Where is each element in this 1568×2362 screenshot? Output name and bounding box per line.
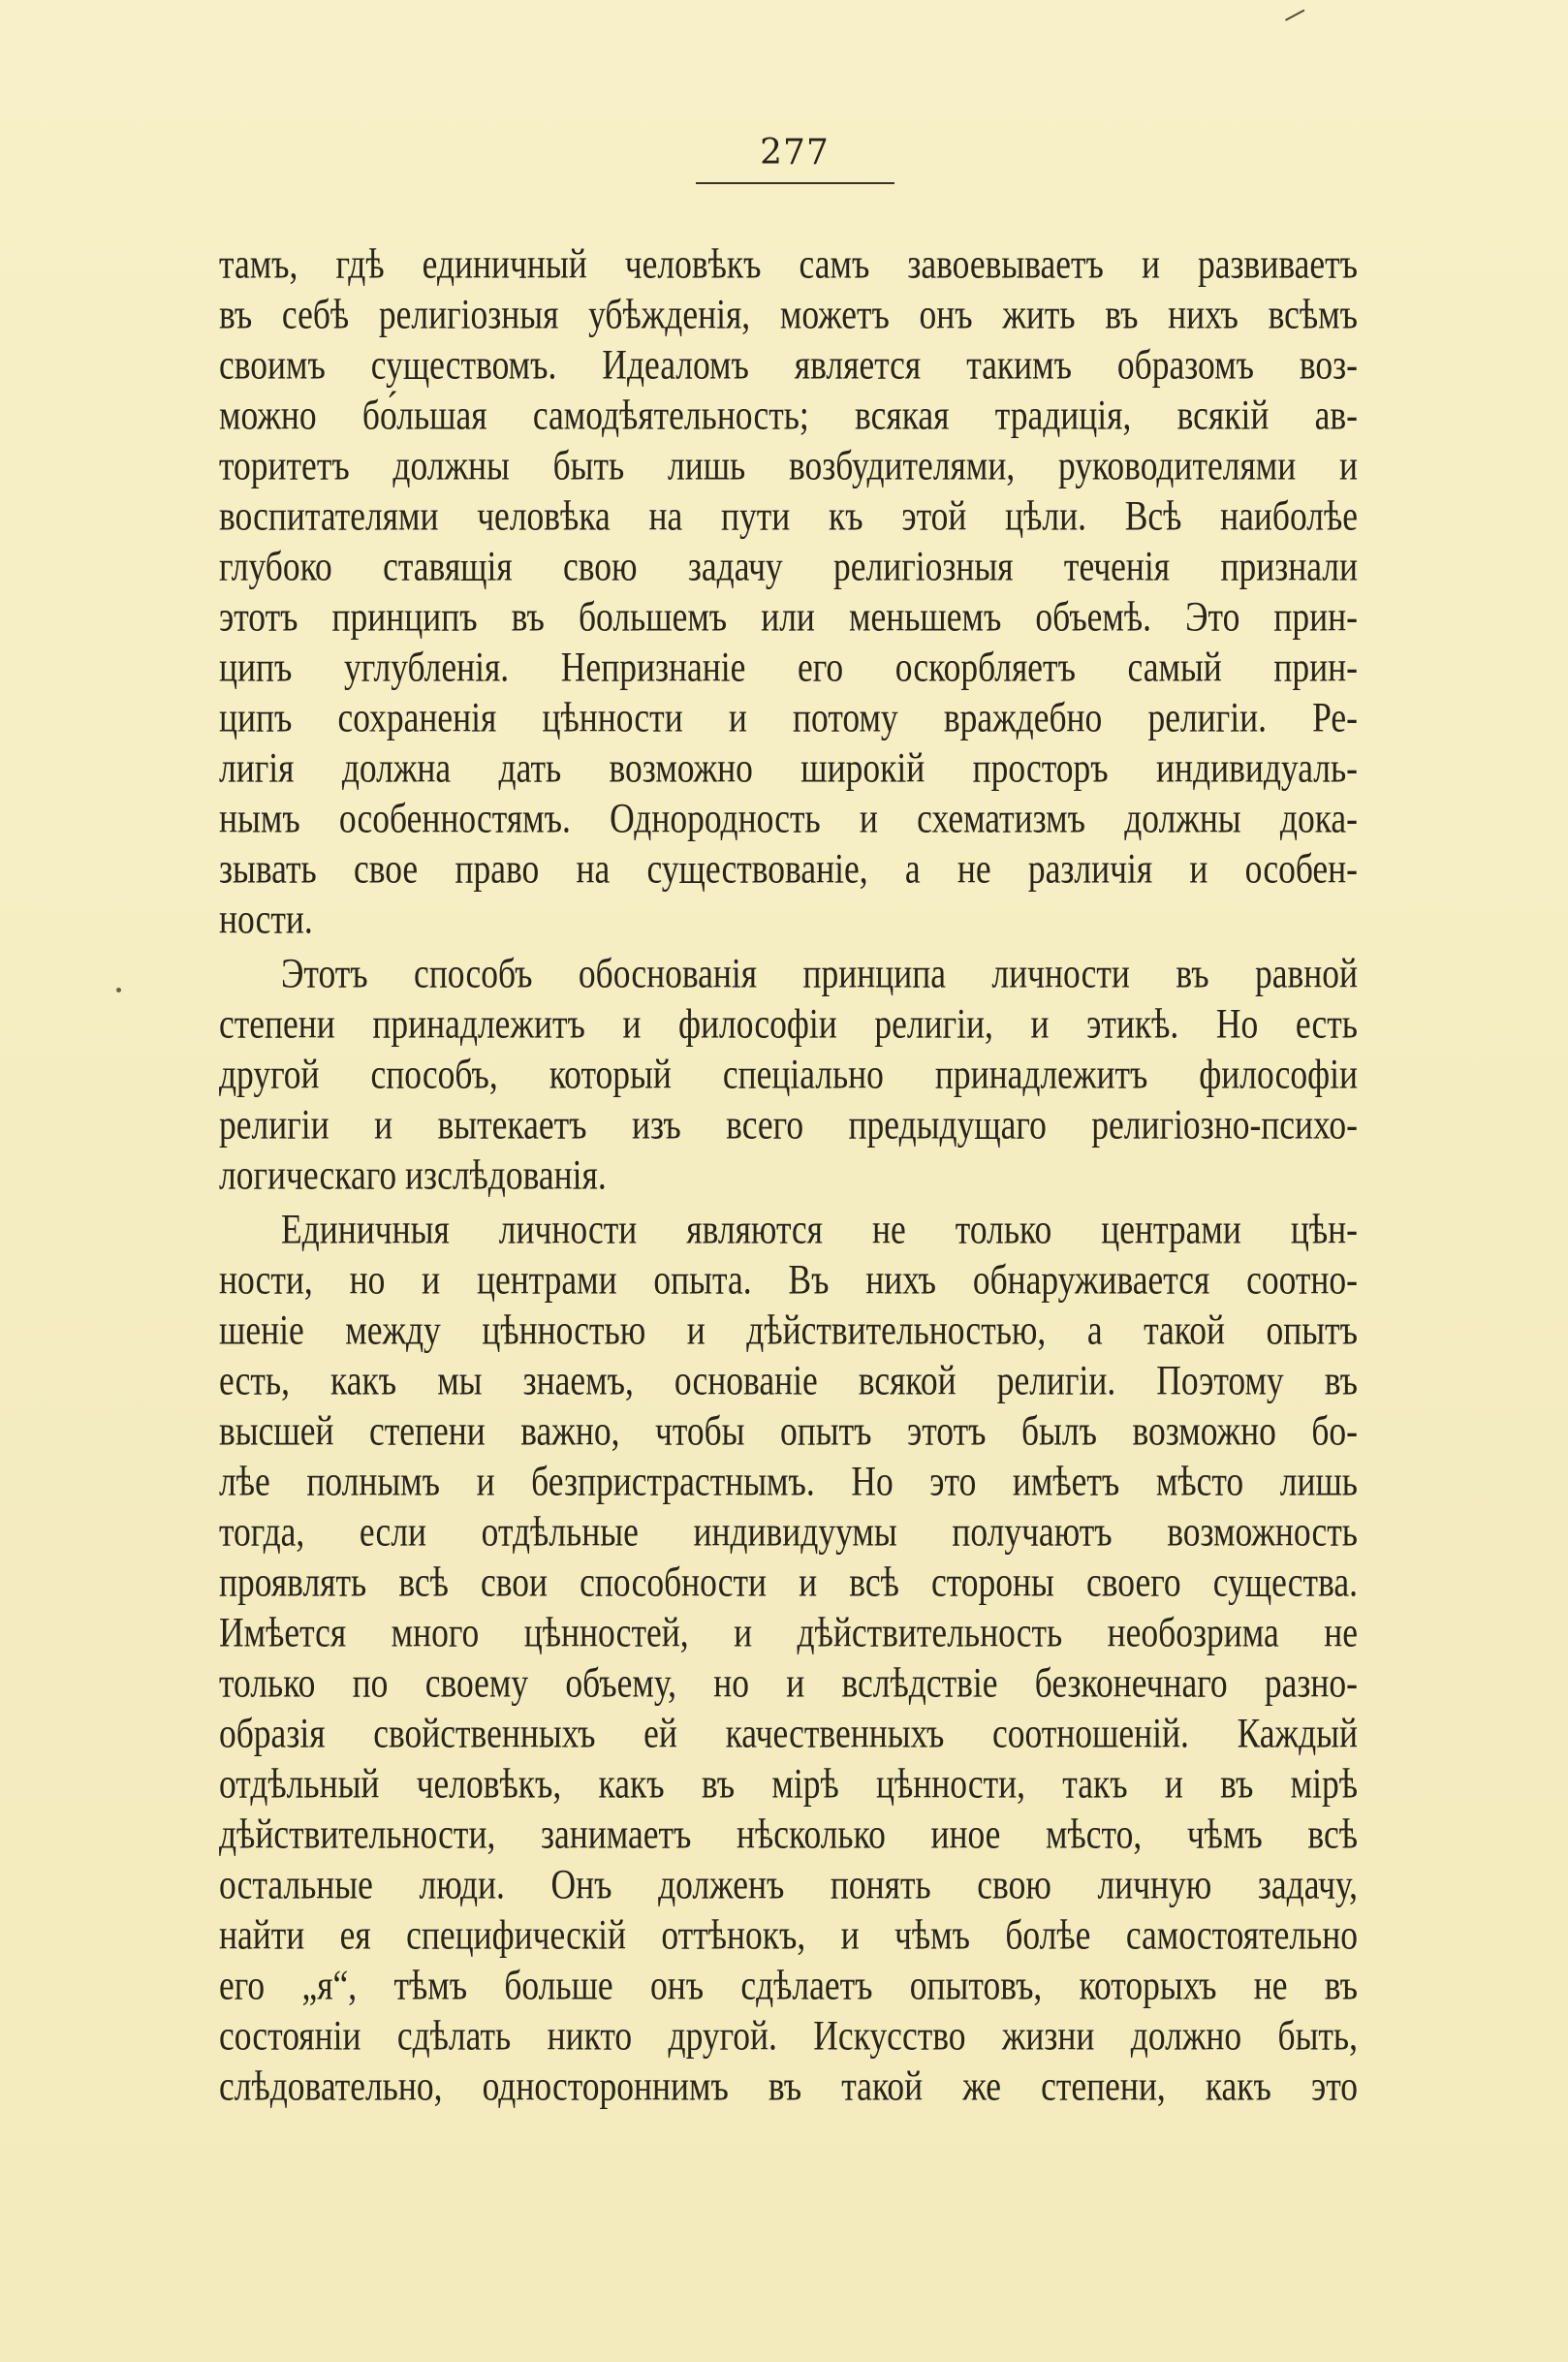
text-line: образія свойственныхъ ей качественныхъ соотношеній. Каждый — [219, 1709, 1358, 1757]
text-line: логическаго изслѣдованія. — [219, 1150, 607, 1199]
text-line: лигія должна дать возможно широкій просторъ индивидуаль- — [219, 743, 1358, 792]
text-line: этотъ принципъ въ большемъ или меньшемъ объемѣ. Это прин- — [219, 592, 1358, 641]
text-line: проявлять всѣ свои способности и всѣ стороны своего существа. — [219, 1558, 1358, 1606]
text-line: Этотъ способъ обоснованія принципа личности въ равной — [281, 949, 1358, 997]
text-line: состояніи сдѣлать никто другой. Искусство жизни должно быть, — [219, 2011, 1358, 2060]
text-line: высшей степени важно, чтобы опытъ этотъ былъ возможно бо- — [219, 1406, 1358, 1455]
page-number: 277 — [760, 133, 830, 173]
text-line: ности, но и центрами опыта. Въ нихъ обнаруживается соотно- — [219, 1255, 1358, 1304]
text-line: дѣйствительности, занимаетъ нѣсколько иное мѣсто, чѣмъ всѣ — [219, 1810, 1358, 1858]
text-line: степени принадлежитъ и философіи религіи, и этикѣ. Но есть — [219, 999, 1358, 1048]
text-line: нымъ особенностямъ. Однородность и схематизмъ должны дока- — [219, 794, 1358, 842]
text-line: можно бо́льшая самодѣятельность; всякая традиція, всякій ав- — [219, 391, 1358, 439]
text-line: найти ея специфическій оттѣнокъ, и чѣмъ болѣе самостоятельно — [219, 1910, 1358, 1959]
text-line: зывать свое право на существованіе, а не различія и особен- — [219, 844, 1358, 893]
text-line: торитетъ должны быть лишь возбудителями, руководителями и — [219, 441, 1358, 489]
text-line: слѣдовательно, одностороннимъ въ такой же степени, какъ это — [219, 2062, 1358, 2110]
text-line: ности. — [219, 895, 313, 943]
text-line: только по своему объему, но и вслѣдствіе безконечнаго разно- — [219, 1658, 1358, 1707]
page-number-rule — [696, 182, 894, 184]
text-line: тогда, если отдѣльные индивидуумы получаютъ возможность — [219, 1507, 1358, 1556]
text-line: воспитателями человѣка на пути къ этой цѣли. Всѣ наиболѣе — [219, 491, 1358, 540]
text-line: своимъ существомъ. Идеаломъ является такимъ образомъ воз- — [219, 340, 1358, 389]
text-line: въ себѣ религіозныя убѣжденія, можетъ онъ жить въ нихъ всѣмъ — [219, 290, 1358, 338]
text-line: отдѣльный человѣкъ, какъ въ мірѣ цѣнности, такъ и въ мірѣ — [219, 1759, 1358, 1808]
text-line: глубоко ставящія свою задачу религіозныя теченія признали — [219, 542, 1358, 590]
margin-dot — [116, 988, 121, 992]
text-line: шеніе между цѣнностью и дѣйствительностью, а такой опытъ — [219, 1306, 1358, 1354]
text-line: религіи и вытекаетъ изъ всего предыдущаго религіозно-психо- — [219, 1100, 1358, 1149]
body-text — [219, 238, 1358, 2111]
text-line: Единичныя личности являются не только центрами цѣн- — [281, 1205, 1358, 1253]
text-line: его „я“, тѣмъ больше онъ сдѣлаетъ опытовъ, которыхъ не въ — [219, 1961, 1358, 2009]
text-line: тамъ, гдѣ единичный человѣкъ самъ завоевываетъ и развиваетъ — [219, 239, 1358, 288]
text-line: Имѣется много цѣнностей, и дѣйствительность необозрима не — [219, 1608, 1358, 1656]
text-line: есть, какъ мы знаемъ, основаніе всякой религіи. Поэтому въ — [219, 1356, 1358, 1404]
text-line: лѣе полнымъ и безпристрастнымъ. Но это имѣетъ мѣсто лишь — [219, 1457, 1358, 1505]
pencil-mark — [1285, 10, 1310, 32]
text-line: ципъ углубленія. Непризнаніе его оскорбляетъ самый прин- — [219, 643, 1358, 691]
text-line: другой способъ, который спеціально принадлежитъ философіи — [219, 1050, 1358, 1098]
text-line: ципъ сохраненія цѣнности и потому враждебно религіи. Ре- — [219, 693, 1358, 741]
text-line: остальные люди. Онъ долженъ понять свою личную задачу, — [219, 1860, 1358, 1908]
